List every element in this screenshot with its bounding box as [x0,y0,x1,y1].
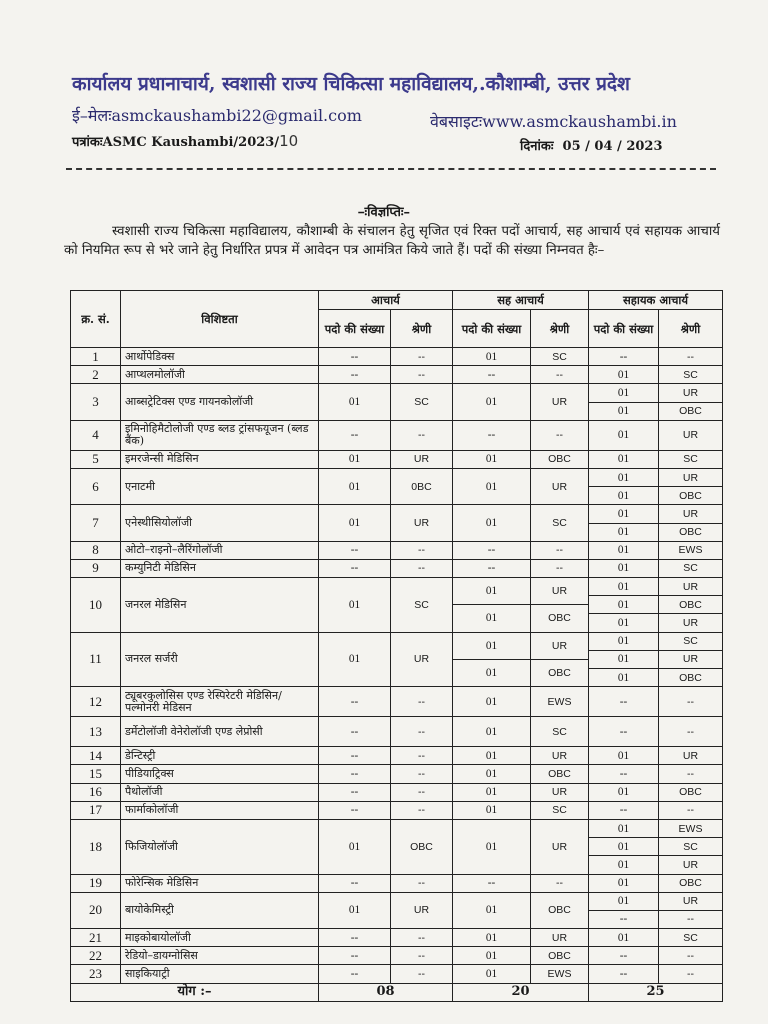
category-header: श्रेणी [531,310,589,348]
post-count: -- [319,801,391,819]
table-row [71,929,723,947]
post-count: 01 [589,487,659,505]
table-row [71,947,723,965]
table-row [71,468,723,486]
row-speciality: आब्सट्रेटिक्स एण्ड गायनकोलॉजी [121,384,319,420]
post-count: 01 [453,717,531,747]
table-row [71,747,723,765]
date-value: 05 / 04 / 2023 [562,139,663,154]
post-category: -- [391,929,453,947]
table-row [71,420,723,450]
post-category: -- [659,717,723,747]
post-category: UR [659,747,723,765]
reference-handwritten-number: 10 [279,132,299,150]
row-speciality: डर्मेटोलॉजी वेनेरोलॉजी एण्ड लेप्रोसी [121,717,319,747]
post-count: 01 [319,468,391,504]
table-row [71,819,723,828]
post-count: 01 [319,384,391,420]
post-category: UR [531,819,589,874]
row-speciality: आर्थोपेडिक्स [121,348,319,366]
post-count: -- [453,559,531,577]
post-count: 01 [453,892,531,928]
post-category: SC [659,559,723,577]
post-count: 01 [453,965,531,983]
post-category: UR [659,650,723,668]
table-row [71,965,723,983]
post-count: 01 [453,947,531,965]
post-count: -- [319,874,391,892]
row-speciality: एनेस्थीसियोलॉजी [121,505,319,541]
count-header: पदो की संख्या [453,310,531,348]
post-category: -- [391,765,453,783]
post-category: OBC [531,605,589,632]
table-row [71,541,723,559]
post-count: 01 [453,659,531,686]
post-category: UR [391,505,453,541]
post-category: -- [659,947,723,965]
row-serial: 4 [71,420,121,450]
notice-date [520,136,663,154]
row-serial: 5 [71,450,121,468]
post-count: -- [319,747,391,765]
post-count: -- [453,541,531,559]
post-category: OBC [659,783,723,801]
row-speciality: ओटो–राइनो–लैरिंगोलॉजी [121,541,319,559]
post-category: -- [391,783,453,801]
post-category: OBC [531,892,589,928]
post-count: 01 [319,578,391,633]
post-count: 01 [589,929,659,947]
post-category: -- [391,541,453,559]
post-count: 01 [453,578,531,605]
post-count: 01 [319,450,391,468]
post-category: -- [531,366,589,384]
post-count: 01 [319,819,391,874]
post-category: -- [391,348,453,366]
post-count: 01 [453,687,531,717]
notice-body: स्वशासी राज्य चिकित्सा महाविद्यालय, कौशाम्बी के संचालन हेतु सृजित एवं रिक्त पदों आचार्य, सह आचार्य एवं सहायक आचार्य को नियमित रूप से भरे जाने हेतु निर्धारित प्रपत्र में आवेदन पत्र आमंत्रित किये जाते हैं। पदों की संख्या निम्नवत हैः– [64,224,720,258]
table-row [71,505,723,523]
office-heading: कार्यालय प्रधानाचार्य, स्वशासी राज्य चिकित्सा महाविद्यालय,.कौशाम्बी, उत्तर प्रदेश [72,73,630,95]
post-count: -- [319,765,391,783]
post-category: OBC [531,765,589,783]
post-category: UR [659,892,723,910]
post-count: -- [589,965,659,983]
row-speciality: जनरल मेडिसिन [121,578,319,633]
post-category: OBC [391,819,453,874]
row-speciality: एनाटमी [121,468,319,504]
category-header: श्रेणी [391,310,453,348]
post-category: SC [659,632,723,650]
post-category: UR [659,578,723,596]
post-count: -- [319,420,391,450]
post-count: -- [319,348,391,366]
reference-number [72,132,298,150]
table-row [71,632,723,641]
assistant-professor-header: सहायक आचार्य [589,291,723,310]
post-category: OBC [659,523,723,541]
post-count: 01 [589,892,659,910]
post-category: -- [391,874,453,892]
row-serial: 18 [71,819,121,874]
row-serial: 14 [71,747,121,765]
post-category: UR [391,892,453,928]
post-count: -- [589,765,659,783]
row-speciality: डेन्टिस्ट्री [121,747,319,765]
row-speciality: साइकियाट्री [121,965,319,983]
table-row [71,559,723,577]
row-serial: 15 [71,765,121,783]
row-speciality: रेडियो–डायग्नोसिस [121,947,319,965]
row-speciality: फिजियोलॉजी [121,819,319,874]
post-count: 01 [453,747,531,765]
separator-line [66,168,716,170]
post-count: -- [319,541,391,559]
row-serial: 13 [71,717,121,747]
post-category: UR [391,632,453,687]
table-row [71,450,723,468]
post-category: UR [531,384,589,420]
post-category: UR [531,468,589,504]
post-count: -- [589,910,659,928]
post-category: -- [391,801,453,819]
post-category: SC [659,838,723,856]
post-category: -- [531,420,589,450]
post-category: OBC [659,669,723,687]
post-category: -- [659,687,723,717]
table-row [71,366,723,384]
post-category: -- [391,747,453,765]
post-category: OBC [531,659,589,686]
post-count: 01 [453,783,531,801]
post-count: 01 [589,559,659,577]
post-count: 01 [319,505,391,541]
row-serial: 3 [71,384,121,420]
post-count: 01 [319,892,391,928]
post-count: 01 [589,450,659,468]
post-category: UR [531,783,589,801]
post-count: 01 [319,632,391,687]
post-count: -- [589,717,659,747]
post-category: -- [659,965,723,983]
post-count: -- [453,874,531,892]
table-row [71,783,723,801]
post-count: 01 [453,819,531,874]
post-category: UR [531,632,589,659]
post-count: -- [319,947,391,965]
post-category: OBC [659,874,723,892]
post-category: -- [391,947,453,965]
post-count: 01 [589,856,659,874]
post-count: -- [319,366,391,384]
row-serial: 9 [71,559,121,577]
post-category: UR [659,505,723,523]
table-row [71,892,723,910]
post-count: 01 [453,765,531,783]
post-count: -- [319,965,391,983]
post-count: 01 [589,541,659,559]
post-category: -- [659,910,723,928]
post-category: -- [391,717,453,747]
post-count: -- [319,783,391,801]
post-category: UR [531,578,589,605]
post-category: -- [659,801,723,819]
post-count: 01 [589,468,659,486]
post-category: UR [531,929,589,947]
post-count: -- [589,801,659,819]
post-count: 01 [589,650,659,668]
post-category: UR [391,450,453,468]
row-serial: 17 [71,801,121,819]
post-count: 01 [589,420,659,450]
vacancy-table [70,290,723,1002]
post-count: 01 [589,632,659,650]
row-serial: 1 [71,348,121,366]
row-serial: 21 [71,929,121,947]
post-count: 01 [589,366,659,384]
table-row [71,765,723,783]
category-header: श्रेणी [659,310,723,348]
row-speciality: इमिनोहिमैटोलोजी एण्ड ब्लड ट्रांसफयूजन (ब्लड बैंक) [121,420,319,450]
total-associate-professor: 20 [453,983,589,1001]
professor-header: आचार्य [319,291,453,310]
post-category: SC [531,505,589,541]
row-speciality: फार्माकोलॉजी [121,801,319,819]
post-count: -- [589,687,659,717]
row-speciality: पैथोलॉजी [121,783,319,801]
row-speciality: बायोकेमिस्ट्री [121,892,319,928]
post-count: 01 [453,384,531,420]
post-count: 01 [453,348,531,366]
row-serial: 10 [71,578,121,633]
count-header: पदो की संख्या [589,310,659,348]
post-count: 01 [453,929,531,947]
post-category: OBC [659,596,723,614]
post-category: UR [659,856,723,874]
row-speciality: इमरजेन्सी मेडिसिन [121,450,319,468]
row-serial: 6 [71,468,121,504]
post-category: -- [391,965,453,983]
reference-label: पत्रांकःASMC Kaushambi/2023/ [72,135,280,150]
post-category: -- [391,420,453,450]
post-category: UR [531,747,589,765]
post-category: -- [531,559,589,577]
table-row [71,717,723,747]
speciality-header: विशिष्टता [121,291,319,348]
post-count: 01 [453,605,531,632]
post-count: 01 [589,838,659,856]
sr-header: क्र. सं. [71,291,121,348]
post-count: -- [319,929,391,947]
post-category: EWS [659,541,723,559]
table-row [71,801,723,819]
post-category: -- [391,687,453,717]
table-row [71,348,723,366]
post-count: -- [319,717,391,747]
notice-title: –ःविज्ञप्तिः– [358,205,410,220]
row-speciality: पीडियाट्रिक्स [121,765,319,783]
post-category: EWS [531,965,589,983]
date-label: दिनांकः [520,139,554,154]
post-category: -- [391,559,453,577]
post-category: SC [391,384,453,420]
post-category: SC [531,717,589,747]
post-category: OBC [659,402,723,420]
post-count: 01 [453,505,531,541]
post-count: 01 [453,468,531,504]
post-count: 01 [589,669,659,687]
post-count: 01 [453,450,531,468]
row-serial: 20 [71,892,121,928]
post-category: SC [659,450,723,468]
post-count: 01 [589,819,659,837]
post-count: 01 [453,801,531,819]
email-line: ई–मेलःasmckaushambi22@gmail.com [72,106,362,125]
post-category: SC [531,348,589,366]
table-row [71,874,723,892]
post-count: 01 [589,505,659,523]
row-serial: 19 [71,874,121,892]
post-category: SC [391,578,453,633]
post-count: 01 [589,874,659,892]
post-category: UR [659,420,723,450]
row-serial: 2 [71,366,121,384]
post-count: -- [453,366,531,384]
post-count: -- [319,559,391,577]
post-count: 01 [589,614,659,632]
post-category: -- [391,366,453,384]
post-count: 01 [589,578,659,596]
row-serial: 7 [71,505,121,541]
post-count: -- [319,687,391,717]
post-category: SC [659,366,723,384]
row-serial: 11 [71,632,121,687]
table-row [71,384,723,402]
post-category: -- [531,874,589,892]
row-speciality: फोरेन्सिक मेडिसिन [121,874,319,892]
table-row [71,687,723,717]
post-count: 01 [589,747,659,765]
post-count: 01 [453,632,531,659]
row-speciality: कम्युनिटी मेडिसिन [121,559,319,577]
post-category: UR [659,614,723,632]
post-category: SC [531,801,589,819]
row-serial: 23 [71,965,121,983]
post-count: 01 [589,523,659,541]
post-category: OBC [531,450,589,468]
associate-professor-header: सह आचार्य [453,291,589,310]
row-speciality: माइकोबायोलॉजी [121,929,319,947]
post-count: 01 [589,384,659,402]
post-category: 0BC [391,468,453,504]
total-label: योग :– [71,983,319,1001]
post-count: -- [453,420,531,450]
post-count: 01 [589,402,659,420]
website-line: वेबसाइटःwww.asmckaushambi.in [430,112,677,131]
post-category: OBC [659,487,723,505]
row-serial: 16 [71,783,121,801]
row-speciality: आप्थलमोलॉजी [121,366,319,384]
row-speciality: ट्यूबरकुलोसिस एण्ड रेस्पिरेटरी मेडिसिन/पल्मोनरी मेडिसन [121,687,319,717]
row-serial: 22 [71,947,121,965]
post-category: UR [659,384,723,402]
row-serial: 12 [71,687,121,717]
post-count: 01 [589,783,659,801]
post-category: -- [659,765,723,783]
count-header: पदो की संख्या [319,310,391,348]
post-category: EWS [659,819,723,837]
post-count: -- [589,947,659,965]
post-count: 01 [589,596,659,614]
table-row [71,578,723,587]
total-assistant-professor: 25 [589,983,723,1001]
post-count: -- [589,348,659,366]
post-category: -- [659,348,723,366]
total-professor: 08 [319,983,453,1001]
row-speciality: जनरल सर्जरी [121,632,319,687]
post-category: UR [659,468,723,486]
post-category: OBC [531,947,589,965]
post-category: EWS [531,687,589,717]
row-serial: 8 [71,541,121,559]
post-category: -- [531,541,589,559]
post-category: SC [659,929,723,947]
